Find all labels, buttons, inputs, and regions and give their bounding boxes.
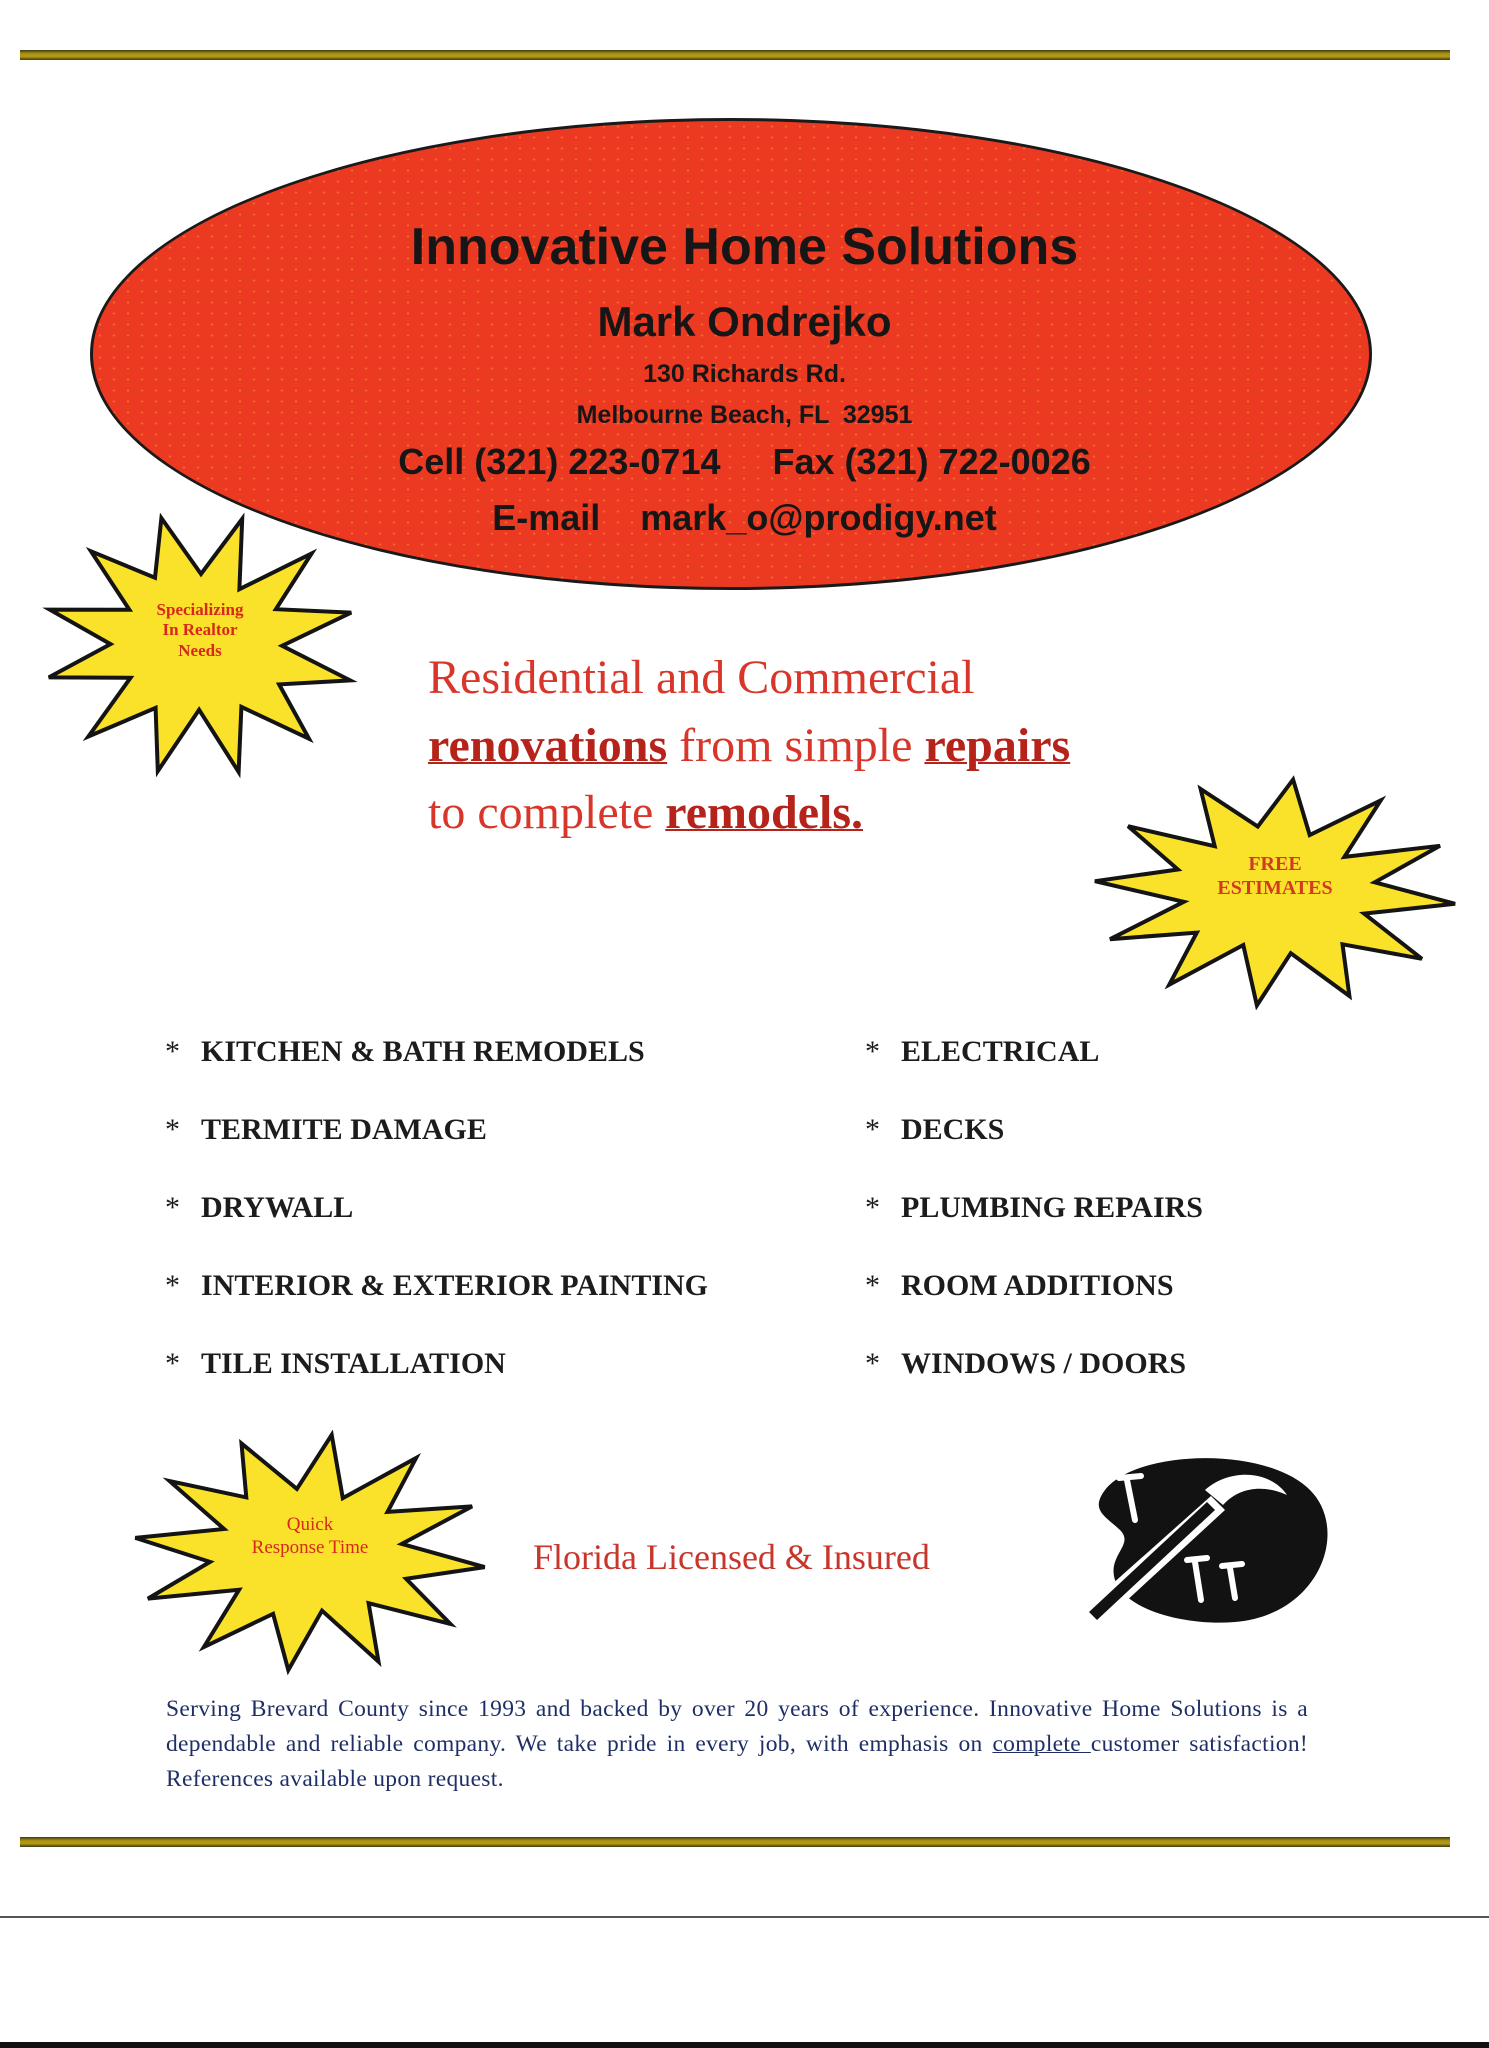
bullet-icon: * [865,1191,880,1224]
service-label: ELECTRICAL [901,1035,1100,1068]
bullet-icon: * [865,1269,880,1302]
services-list-left [165,1035,708,1425]
realtor-text-line: Specializing [156,600,244,619]
tagline-text: to complete [428,786,666,839]
cell-number: Cell (321) 223-0714 [398,441,721,482]
service-label: TILE INSTALLATION [201,1347,506,1380]
top-gold-rule [20,50,1450,60]
bullet-icon: * [165,1035,180,1068]
estimates-text-line: ESTIMATES [1217,877,1333,899]
service-item [165,1113,708,1191]
service-label: INTERIOR & EXTERIOR PAINTING [201,1269,709,1302]
realtor-text-line: In Realtor [162,620,238,640]
service-item [165,1347,708,1425]
estimates-burst [1090,775,1460,1010]
tagline-text: from simple [667,719,925,772]
bottom-gold-rule [20,1837,1450,1847]
estimates-text-line: FREE [1248,853,1302,875]
service-item [165,1035,708,1113]
bullet-icon: * [865,1347,880,1380]
city-state-zip: Melbourne Beach, FL 32951 [576,401,913,429]
service-item [865,1269,1203,1347]
bullet-icon: * [165,1191,180,1224]
service-label: WINDOWS / DOORS [901,1347,1187,1380]
remodels-word: remodels. [665,786,864,839]
renovations-word: renovations [428,719,668,772]
street-address: 130 Richards Rd. [643,360,846,388]
service-item [865,1113,1203,1191]
page-edge-line [0,1916,1489,1918]
scan-edge [0,2042,1489,2048]
repairs-word: repairs [924,719,1071,772]
about-paragraph [166,1692,1308,1797]
tagline-line-3 [428,785,863,840]
tagline-line-1: Residential and Commercial [428,651,975,704]
bullet-icon: * [165,1269,180,1302]
bullet-icon: * [865,1035,880,1068]
about-emphasis: complete [992,1731,1091,1757]
company-name: Innovative Home Solutions [410,218,1079,276]
bullet-icon: * [165,1347,180,1380]
response-text-line: Quick [286,1514,334,1535]
services-list-right [865,1035,1203,1425]
bullet-icon: * [865,1113,880,1146]
realtor-burst [40,510,360,780]
response-text-line: Response Time [251,1536,369,1558]
service-label: DECKS [901,1113,1005,1146]
hammer-nails-icon [1065,1450,1335,1635]
owner-name: Mark Ondrejko [597,298,892,345]
service-item [165,1191,708,1269]
realtor-text-line: Needs [178,640,222,660]
about-text: customer satisfaction! References available upon request. [166,1731,1308,1792]
about-text: Serving Brevard County since 1993 and backed by over 20 years of experience. Innovative Home Solutions is a dependable and reliable company. We take pride in every job, with emphasis on [166,1696,1308,1757]
service-label: PLUMBING REPAIRS [901,1191,1203,1224]
service-item [865,1347,1203,1425]
service-item [865,1191,1203,1269]
email-label: E-mail [492,497,601,538]
service-item [865,1035,1203,1113]
tagline-line-2 [428,718,1070,773]
email-address: mark_o@prodigy.net [640,497,997,538]
service-item [165,1269,708,1347]
service-label: ROOM ADDITIONS [901,1269,1174,1302]
bullet-icon: * [165,1113,180,1146]
service-label: KITCHEN & BATH REMODELS [201,1035,645,1068]
fax-number: Fax (321) 722-0026 [772,441,1091,482]
licensed-insured-text: Florida Licensed & Insured [533,1537,930,1577]
response-burst [130,1430,490,1675]
phone-line [0,441,1489,483]
service-label: DRYWALL [201,1191,354,1224]
service-label: TERMITE DAMAGE [201,1113,487,1146]
